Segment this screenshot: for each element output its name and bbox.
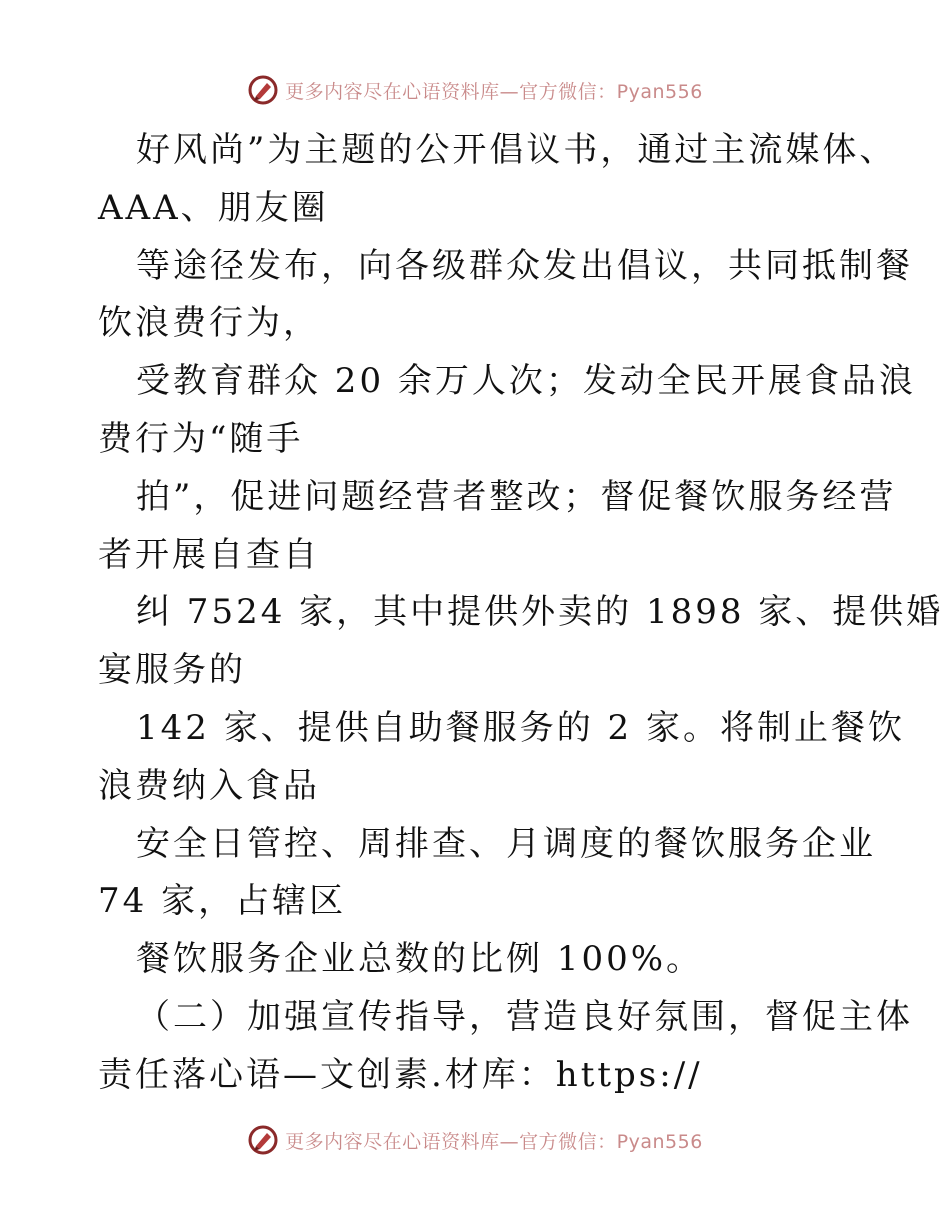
- watermark-wechat-id: Pyan556: [616, 80, 703, 103]
- text-line: 饮浪费行为，: [98, 303, 320, 344]
- pen-logo-icon: [247, 1124, 279, 1156]
- text-line: 餐饮服务企业总数的比例 100%。: [136, 939, 704, 980]
- text-line: 142 家、提供自助餐服务的 2 家。将制止餐饮: [136, 707, 905, 748]
- text-line: 受教育群众 20 余万人次；发动全民开展食品浪: [136, 361, 916, 402]
- text-line: AAA、朋友圈: [98, 187, 329, 228]
- text-line: 纠 7524 家，其中提供外卖的 1898 家、提供婚: [136, 592, 944, 633]
- text-line: （二）加强宣传指导，营造良好氛围，督促主体: [136, 996, 913, 1037]
- text-line: 者开展自查自: [98, 534, 320, 575]
- watermark-wechat-id: Pyan556: [616, 1130, 703, 1153]
- text-line: 责任落心语—文创素.材库：https://: [98, 1054, 703, 1095]
- footer-watermark: [0, 1122, 950, 1158]
- watermark-text: 更多内容尽在心语资料库—官方微信：Pyan556: [285, 80, 703, 103]
- pen-logo-icon: [247, 74, 279, 106]
- text-line: 浪费纳入食品: [98, 765, 320, 806]
- watermark-text: 更多内容尽在心语资料库—官方微信：Pyan556: [285, 1130, 703, 1153]
- text-line: 74 家，占辖区: [98, 881, 347, 922]
- text-line: 费行为“随手: [98, 418, 304, 459]
- text-line: 宴服务的: [98, 650, 246, 691]
- text-line: 安全日管控、周排查、月调度的餐饮服务企业: [136, 823, 876, 864]
- header-watermark: [0, 72, 950, 108]
- document-body: [98, 122, 944, 1105]
- text-line: 拍”，促进问题经营者整改；督促餐饮服务经营: [136, 476, 897, 517]
- text-line: 等途径发布，向各级群众发出倡议，共同抵制餐: [136, 245, 913, 286]
- text-line: 好风尚”为主题的公开倡议书，通过主流媒体、: [136, 130, 897, 170]
